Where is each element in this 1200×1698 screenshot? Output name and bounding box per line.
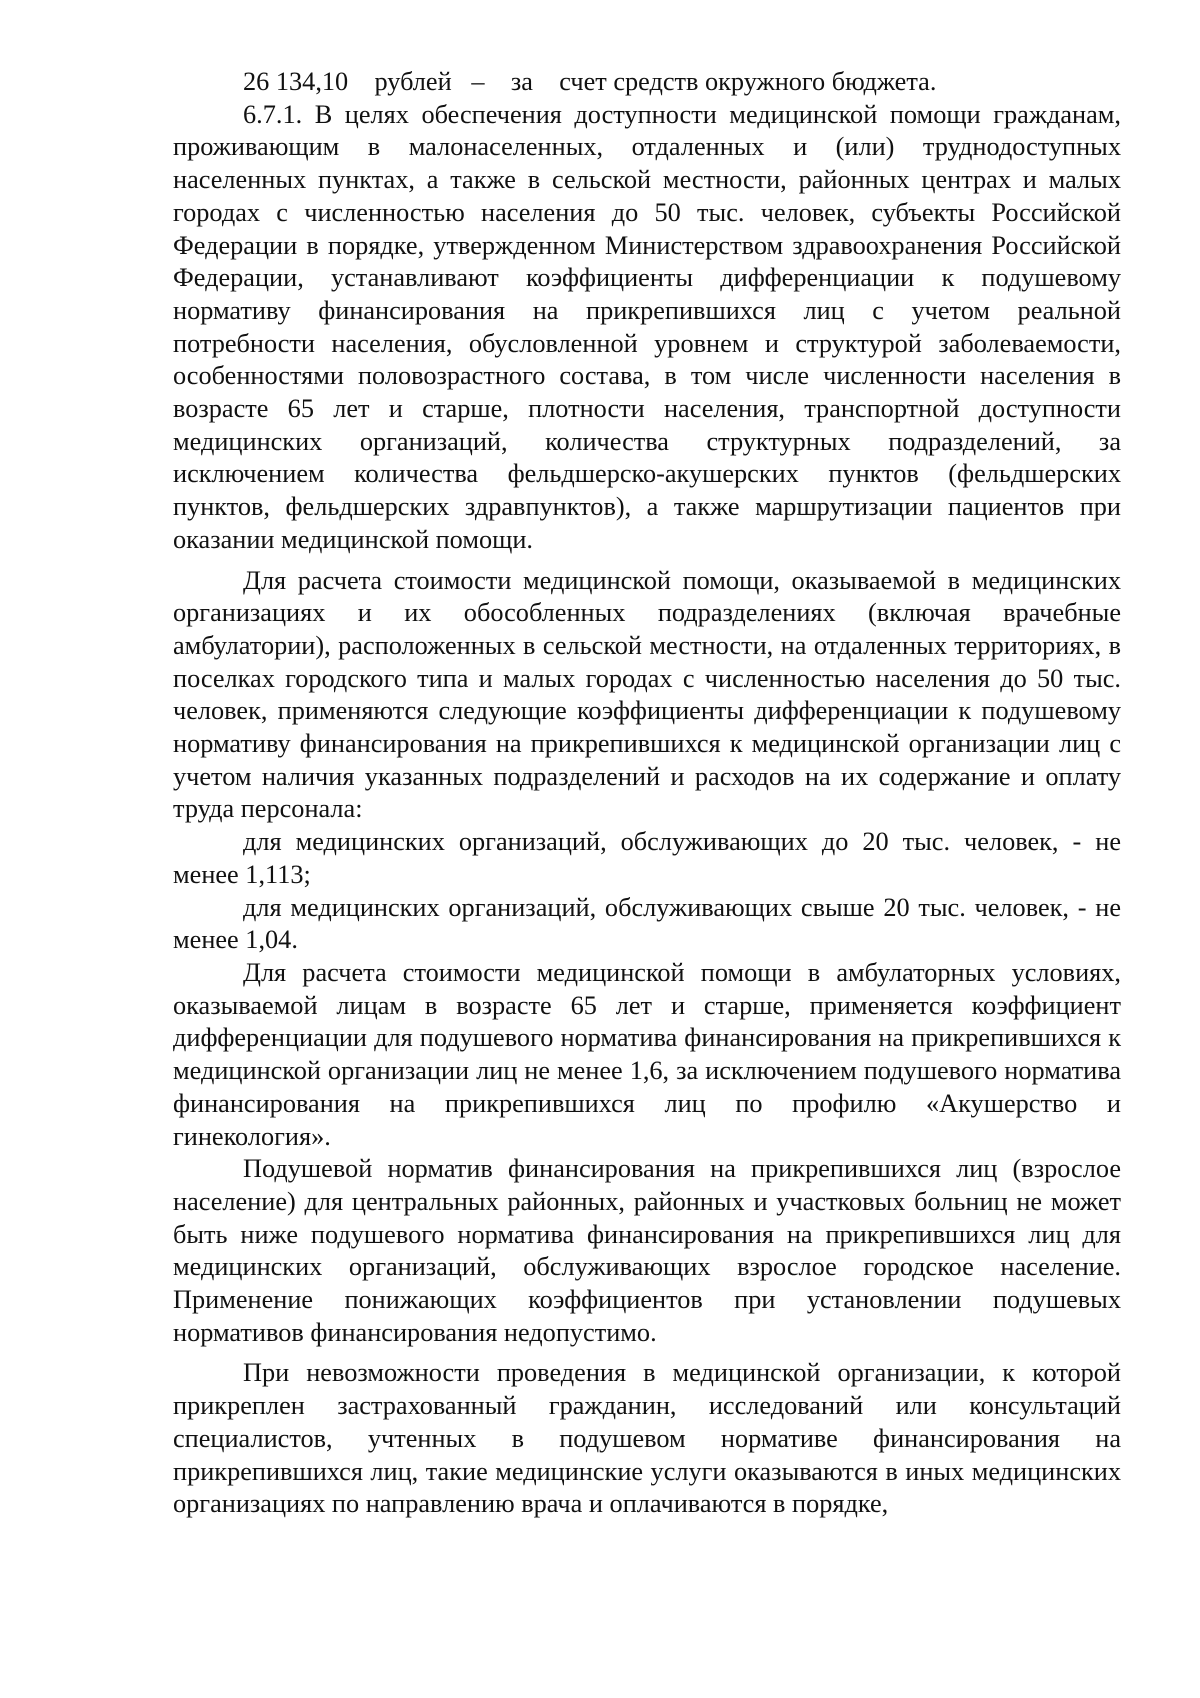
paragraph-6-7-1: 6.7.1. В целях обеспечения доступности медицинской помощи гражданам, проживающим в малонаселенных, отдаленных и (или) труднодоступных населенных пунктах, а также в сельской местности, районных центрах и малых городах с численностью населения до 50 тыс. человек, субъекты Российской Федерации в порядке, утвержденном Министерством здравоохранения Российской Федерации, устанавливают коэффициенты дифференциации к подушевому нормативу финансирования на прикрепившихся лиц с учетом реальной потребности населения, обусловленной уровнем и структурой заболеваемости, особенностями половозрастного состава, в том числе численности населения в возрасте 65 лет и старше, плотности населения, транспортной доступности медицинских организаций, количества структурных подразделений, за исключением количества фельдшерско-акушерских пунктов (фельдшерских пунктов, фельдшерских здравпунктов), а также маршрутизации пациентов при оказании медицинской помощи. <box>173 99 1121 554</box>
document-page <box>173 66 1121 1521</box>
paragraph-per-capita-norm: Подушевой норматив финансирования на прикрепившихся лиц (взрослое население) для центральных районных, районных и участковых больниц не может быть ниже подушевого норматива финансирования на прикрепившихся лиц для медицинских организаций, обслуживающих взрослое городское население. Применение понижающих коэффициентов при установлении подушевых нормативов финансирования недопустимо. <box>173 1154 1121 1347</box>
paragraph-65-plus: Для расчета стоимости медицинской помощи в амбулаторных условиях, оказываемой лицам в возрасте 65 лет и старше, применяется коэффициент дифференциации для подушевого норматива финансирования на прикрепившихся к медицинской организации лиц не менее 1,6, за исключением подушевого норматива финансирования на прикрепившихся лиц по профилю «Акушерство и гинекология». <box>173 957 1121 1151</box>
paragraph-over-20k: для медицинских организаций, обслуживающих свыше 20 тыс. человек, - не менее 1,04. <box>173 892 1121 955</box>
budget-line: 26 134,10 рублей – за счет средств окружного бюджета. <box>243 67 937 96</box>
paragraph-up-to-20k: для медицинских организаций, обслуживающих до 20 тыс. человек, - не менее 1,113; <box>173 827 1121 889</box>
paragraph-rural-coefficients: Для расчета стоимости медицинской помощи, оказываемой в медицинских организациях и их обособленных подразделениях (включая врачебные амбулатории), расположенных в сельской местности, на отдаленных территориях, в поселках городского типа и малых городах с численностью населения до 50 тыс. человек, применяются следующие коэффициенты дифференциации к подушевому нормативу финансирования на прикрепившихся к медицинской организации лиц с учетом наличия указанных подразделений и расходов на их содержание и оплату труда персонала: <box>173 565 1121 824</box>
paragraph-referral: При невозможности проведения в медицинской организации, к которой прикреплен застрахованный гражданин, исследований или консультаций специалистов, учтенных в подушевом нормативе финансирования на прикрепившихся лиц, такие медицинские услуги оказываются в иных медицинских организациях по направлению врача и оплачиваются в порядке, <box>173 1358 1121 1519</box>
